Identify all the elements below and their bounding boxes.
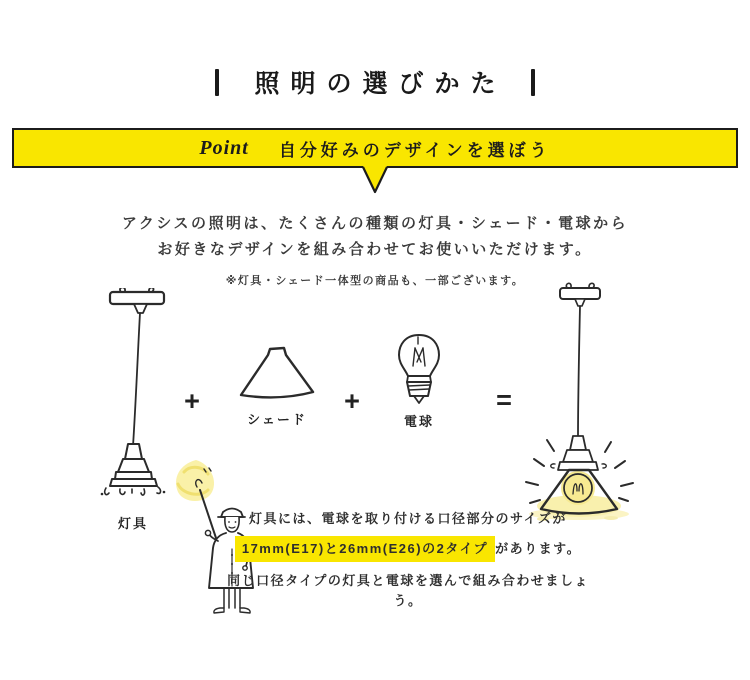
plus-icon: + bbox=[184, 386, 200, 416]
result-lamp-illustration bbox=[517, 282, 667, 522]
note-text: ※灯具・シェード一体型の商品も、一部ございます。 bbox=[225, 275, 525, 287]
intro-line-2: お好きなデザインを組み合わせてお使いいただけます。 bbox=[157, 241, 593, 258]
caption-line-1: 灯具には、電球を取り付ける口径部分のサイズが bbox=[249, 511, 567, 526]
intro-line-1: アクシスの照明は、たくさんの種類の灯具・シェード・電球から bbox=[121, 215, 629, 232]
caption bbox=[218, 509, 598, 611]
title-divider-left bbox=[215, 69, 219, 96]
plus-icon: + bbox=[344, 386, 360, 416]
shade-illustration bbox=[237, 345, 317, 403]
caption-line-2-rest: があります。 bbox=[495, 541, 582, 556]
title-divider-right bbox=[531, 69, 535, 96]
equals-icon: = bbox=[496, 385, 512, 415]
bulb-illustration bbox=[391, 332, 447, 406]
page-title: 照明の選びかた bbox=[254, 70, 507, 98]
point-label: Point bbox=[199, 136, 249, 159]
fixture-label: 灯具 bbox=[117, 516, 148, 531]
caption-line-3: 同じ口径タイプの灯具と電球を選んで組み合わせましょう。 bbox=[227, 573, 589, 608]
intro-text bbox=[0, 211, 750, 263]
page-title-row bbox=[0, 64, 750, 100]
bulb-label: 電球 bbox=[403, 414, 434, 429]
size-highlight: 17mm(E17)と26mm(E26)の2タイプ bbox=[235, 536, 495, 562]
point-banner bbox=[12, 128, 738, 168]
shade-label: シェード bbox=[247, 412, 307, 427]
point-banner-text: 自分好みのデザインを選ぼう bbox=[278, 140, 551, 160]
speech-tail-icon bbox=[361, 166, 389, 196]
caption-line-2 bbox=[218, 536, 598, 562]
